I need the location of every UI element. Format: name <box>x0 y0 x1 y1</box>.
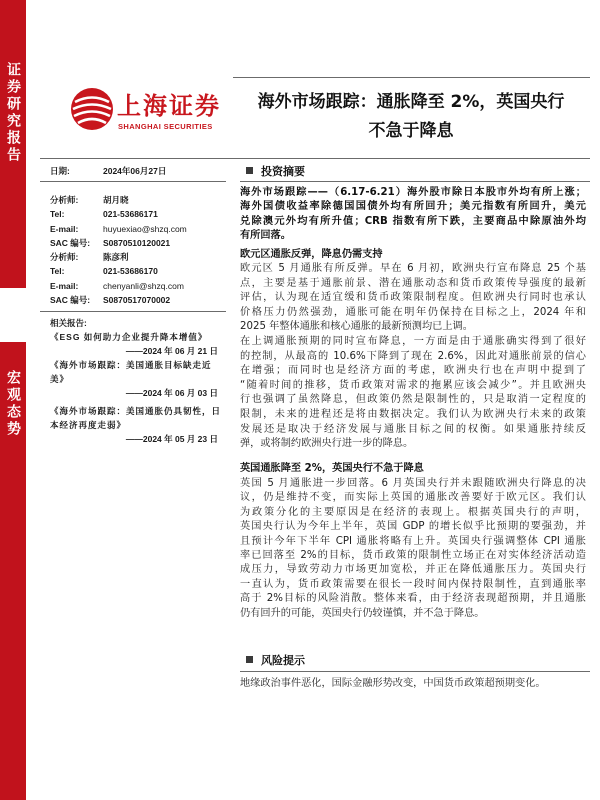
risk-body <box>240 677 586 692</box>
related-report-title: 《海外市场跟踪：美国通胀仍具韧性，日本经济再度走弱》 <box>50 406 222 430</box>
body-line: 一直认为，货币政策需要在很长一段时间内保持限制性，直到通胀率 <box>240 578 586 590</box>
summary-heading <box>246 165 305 179</box>
body-line: 的控制，从最高的 10.6%下降到了现在 2.6%，因此对通胀前景的信心 <box>240 350 586 362</box>
analyst-sac-label: SAC 编号: <box>50 237 91 248</box>
related-report-date: ——2024 年 06 月 03 日 <box>125 388 218 398</box>
body-line: 限制，未来的进程还是将由数据决定。我们认为欧洲央行未来的政策 <box>240 408 586 420</box>
risk-text: 地缘政治事件恶化，国际金融形势改变，中国货币政策超预期变化。 <box>240 678 546 689</box>
body-line: 英国央行认为今年上半年，英国 GDP 的增长似乎比预期的要强劲，并 <box>240 521 586 533</box>
summary-intro-line: 海外国债收益率除德国国债外均有所回升；美元指数有所回升，美元 <box>240 201 586 213</box>
analyst-name-row <box>50 250 226 264</box>
analyst-email: huyuexiao@shzq.com <box>103 223 187 234</box>
section-heading-text: 英国通胀降至 2%，英国央行不急于降息 <box>240 463 424 474</box>
report-date: 2024年06月27日 <box>103 166 167 176</box>
body-line: 仍有回升的可能，英国央行仍较谨慎，并不急于降息。 <box>240 607 485 619</box>
square-bullet-icon <box>246 167 253 174</box>
analyst-tel: 021-53686171 <box>103 209 158 220</box>
brand-name-cn: 上海证券 <box>117 92 221 120</box>
summary-intro <box>240 186 586 244</box>
body-line: 行也强调了虽然降息，但政策仍然是限制性的，只是取消一定程度的 <box>240 394 586 406</box>
body-line: 欧元区 5 月通胀有所反弹。早在 6 月初，欧洲央行宣布降息 25 个基 <box>240 263 586 274</box>
related-report-date: ——2024 年 06 月 21 日 <box>125 346 218 356</box>
report-title-line: 海外市场跟踪：通胀降至 2%，英国央行 <box>257 92 565 112</box>
analyst-email-row <box>50 222 226 236</box>
body-line: “随着时间的推移，货币政策对需求的拖累应该会减少”。并且欧洲央 <box>240 379 586 391</box>
analyst-sac-row <box>50 236 226 250</box>
summary-rule <box>240 181 590 182</box>
related-report-date: ——2024 年 05 月 23 日 <box>125 434 218 444</box>
related-report-title: 《ESG 如何助力企业提升降本增值》 <box>50 332 208 342</box>
body-line: 价格压力仍然强劲，通胀可能在明年仍保持在目标之上，2024 年和 <box>240 306 586 318</box>
related-reports-label: 相关报告: <box>50 318 87 328</box>
header-bottom-rule <box>40 158 590 159</box>
body-line: 英国 5 月通胀进一步回落。6 月英国央行并未跟随欧洲央行降息的决 <box>240 478 586 489</box>
body-line: 为政策分化的主要原因是在经济的表现上。根据英国央行的声明， <box>240 506 586 518</box>
report-date-label: 日期: <box>50 166 70 176</box>
body-line: 议，仍是维持不变，而实际上英国的通胀改善要好于欧元区。我们认 <box>240 492 586 504</box>
analyst-name: 陈彦利 <box>103 252 129 263</box>
section-heading-eurozone <box>240 248 586 263</box>
body-line: 发展还是取决于经济发展与通胀目标之间的权衡。如果通胀持续反 <box>240 423 586 435</box>
body-line: 成压力，导致劳动力市场更加宽松，并正在降低通胀压力。英国央行 <box>240 564 586 576</box>
section-heading-uk <box>240 462 586 477</box>
square-bullet-icon <box>246 656 253 663</box>
risk-heading <box>246 654 305 668</box>
body-line: 评估，认为现在适宜缓和货币政策限制程度。但欧洲央行同时也承认 <box>240 292 586 304</box>
body-line: 2025 年整体通胀和核心通胀的最新预测均已上调。 <box>240 321 473 333</box>
analyst-sac: S0870510120021 <box>103 237 171 248</box>
analyst-rule <box>40 311 226 312</box>
analyst-tel-row <box>50 207 226 221</box>
body-line: 高于 2%目标的风险消散。整体来看，由于经济表现超预期，并且通胀 <box>240 593 586 605</box>
section-body-uk <box>240 477 586 621</box>
risk-heading-text: 风险提示 <box>261 654 305 667</box>
related-report-item <box>50 358 226 400</box>
body-line: 且预计今年下半年 CPI 通胀将略有上升。英国央行强调整体 CPI 通胀 <box>240 535 586 547</box>
analyst-sac-row <box>50 293 226 307</box>
analyst-tel-label: Tel: <box>50 266 65 277</box>
analyst-name-label: 分析师: <box>50 252 79 263</box>
related-reports <box>50 316 226 446</box>
company-logo-icon <box>70 87 114 131</box>
body-line: 点，主要是基于通胀前景、潜在通胀动态和货币政策传导强度的最新 <box>240 277 586 289</box>
analyst-name: 胡月晓 <box>103 195 129 205</box>
summary-intro-line: 兑除澳元外均有所升值；CRB 指数有所下跌，主要商品中除原油外均 <box>240 215 586 227</box>
body-line: 率已回落至 2%的目标，货币政策的限制性立场正在对实体经济活动造 <box>240 550 586 562</box>
analyst-email: chenyanli@shzq.com <box>103 280 184 291</box>
date-rule <box>40 181 226 182</box>
header-top-rule <box>233 77 590 78</box>
analyst-tel-label: Tel: <box>50 209 65 220</box>
analyst-tel-row <box>50 264 226 278</box>
sidebar-bottom-band <box>0 342 26 800</box>
analyst-sac-label: SAC 编号: <box>50 295 91 306</box>
section-body-eurozone <box>240 262 586 452</box>
analyst-tel: 021-53686170 <box>103 266 158 277</box>
body-line: 在增强；而同时也是经济方面的考虑，欧洲央行也在声明中提到了 <box>240 365 586 377</box>
body-line: 弹，或将制约欧洲央行进一步的降息。 <box>240 438 414 450</box>
body-line: 在上调通胀预期的同时宣布降息，一方面是由于通胀确实得到了很好 <box>240 335 586 347</box>
report-date-row <box>50 164 226 178</box>
related-report-item <box>50 330 226 358</box>
section-heading-text: 欧元区通胀反弹，降息仍需支持 <box>240 249 383 260</box>
analyst-email-label: E-mail: <box>50 280 79 291</box>
report-title <box>236 88 586 146</box>
sidebar-category-label: 宏观态势 <box>5 370 21 438</box>
analyst-name-row <box>50 193 226 207</box>
summary-heading-text: 投资摘要 <box>261 165 305 178</box>
report-title-line: 不急于降息 <box>368 121 454 141</box>
risk-rule <box>240 671 590 672</box>
summary-intro-line: 有所回落。 <box>240 230 291 242</box>
related-report-title: 《海外市场跟踪：美国通胀目标缺走近美》 <box>50 360 212 384</box>
summary-intro-line: 海外市场跟踪——（6.17-6.21）海外股市除日本股市外均有所上涨； <box>240 187 586 198</box>
brand-name-en: SHANGHAI SECURITIES <box>118 122 213 131</box>
analyst-sac: S0870517070002 <box>103 295 171 306</box>
related-report-item <box>50 404 226 446</box>
sidebar-report-type-label: 证券研究报告 <box>5 62 21 164</box>
analyst-name-label: 分析师: <box>50 195 79 205</box>
analyst-email-label: E-mail: <box>50 223 79 234</box>
sidebar-top-band <box>0 0 26 288</box>
analyst-email-row <box>50 279 226 293</box>
analyst-block <box>50 193 226 307</box>
